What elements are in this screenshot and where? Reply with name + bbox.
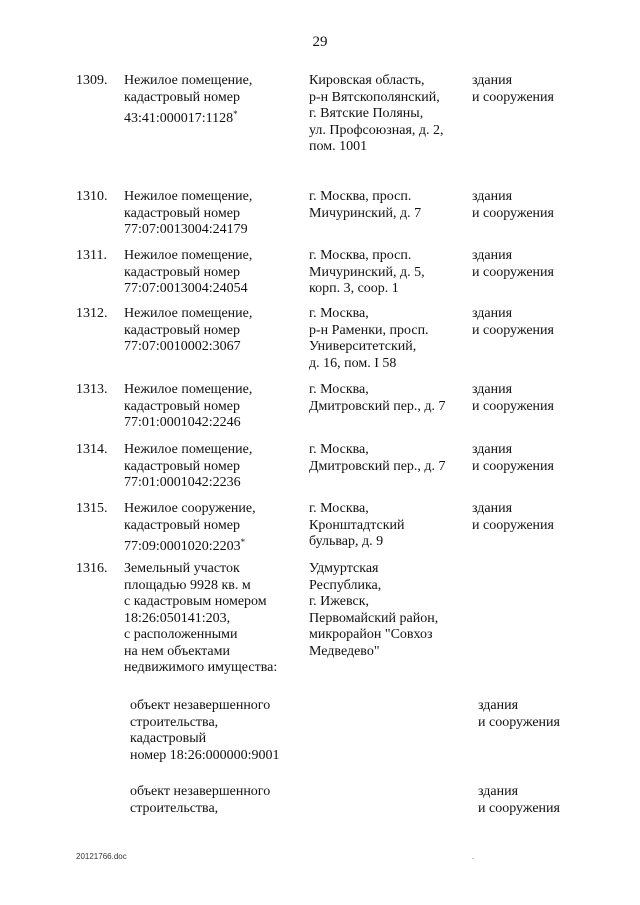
sub-item-type: здания и сооружения	[478, 784, 560, 816]
entry-description: Нежилое помещение, кадастровый номер 77:07:0010002:3067	[124, 306, 253, 354]
footer-mark: .	[472, 852, 474, 861]
entry-address: г. Москва, Дмитровский пер., д. 7	[309, 442, 446, 474]
entry-description: Нежилое помещение, кадастровый номер 77:01:0001042:2246	[124, 382, 253, 430]
entry-description: Нежилое помещение, кадастровый номер 77:07:0013004:24179	[124, 189, 253, 237]
entry-description: Нежилое помещение, кадастровый номер 77:07:0013004:24054	[124, 248, 253, 296]
entry-description: Земельный участок площадью 9928 кв. м с кадастровым номером 18:26:050141:203, с расположенными на нем объектами недвижимого имущества:	[124, 561, 278, 675]
sub-item-description: объект незавершенного строительства,	[130, 784, 271, 816]
footnote-mark: *	[240, 537, 246, 547]
footer-document-reference: 20121766.doc	[76, 852, 127, 861]
entry-number: 1311.	[76, 248, 107, 263]
footnote-mark: *	[233, 109, 238, 119]
entry-number: 1312.	[76, 306, 108, 321]
entry-type: здания и сооружения	[472, 306, 554, 338]
entry-description: Нежилое помещение, кадастровый номер 77:01:0001042:2236	[124, 442, 253, 490]
entry-number: 1316.	[76, 561, 108, 576]
entry-number: 1309.	[76, 73, 108, 88]
page-number: 29	[312, 34, 328, 50]
entry-description: Нежилое сооружение, кадастровый номер 77:09:0001020:2203*	[124, 501, 256, 554]
entry-address: Кировская область, р-н Вятскополянский, г. Вятские Поляны, ул. Профсоюзная, д. 2, пом. 1001	[309, 73, 444, 154]
entry-type: здания и сооружения	[472, 501, 554, 533]
entry-address: г. Москва, Дмитровский пер., д. 7	[309, 382, 446, 414]
sub-item-description: объект незавершенного строительства, кадастровый номер 18:26:000000:9001	[130, 698, 280, 763]
entry-address: г. Москва, просп. Мичуринский, д. 5, корп. 3, соор. 1	[309, 248, 425, 296]
entry-number: 1313.	[76, 382, 108, 397]
entry-number: 1314.	[76, 442, 108, 457]
entry-type: здания и сооружения	[472, 442, 554, 474]
entry-address: г. Москва, Кронштадтский бульвар, д. 9	[309, 501, 405, 549]
entry-address: Удмуртская Республика, г. Ижевск, Первомайский район, микрорайон "Совхоз Медведево"	[309, 561, 439, 659]
entry-type: здания и сооружения	[472, 73, 554, 105]
sub-item-type: здания и сооружения	[478, 698, 560, 730]
entry-type: здания и сооружения	[472, 382, 554, 414]
entry-type: здания и сооружения	[472, 189, 554, 221]
entry-number: 1315.	[76, 501, 108, 516]
entry-address: г. Москва, просп. Мичуринский, д. 7	[309, 189, 422, 221]
entry-type: здания и сооружения	[472, 248, 554, 280]
entry-number: 1310.	[76, 189, 108, 204]
entry-address: г. Москва, р-н Раменки, просп. Университетский, д. 16, пом. I 58	[309, 306, 429, 371]
entry-description: Нежилое помещение, кадастровый номер 43:41:000017:1128*	[124, 73, 253, 126]
